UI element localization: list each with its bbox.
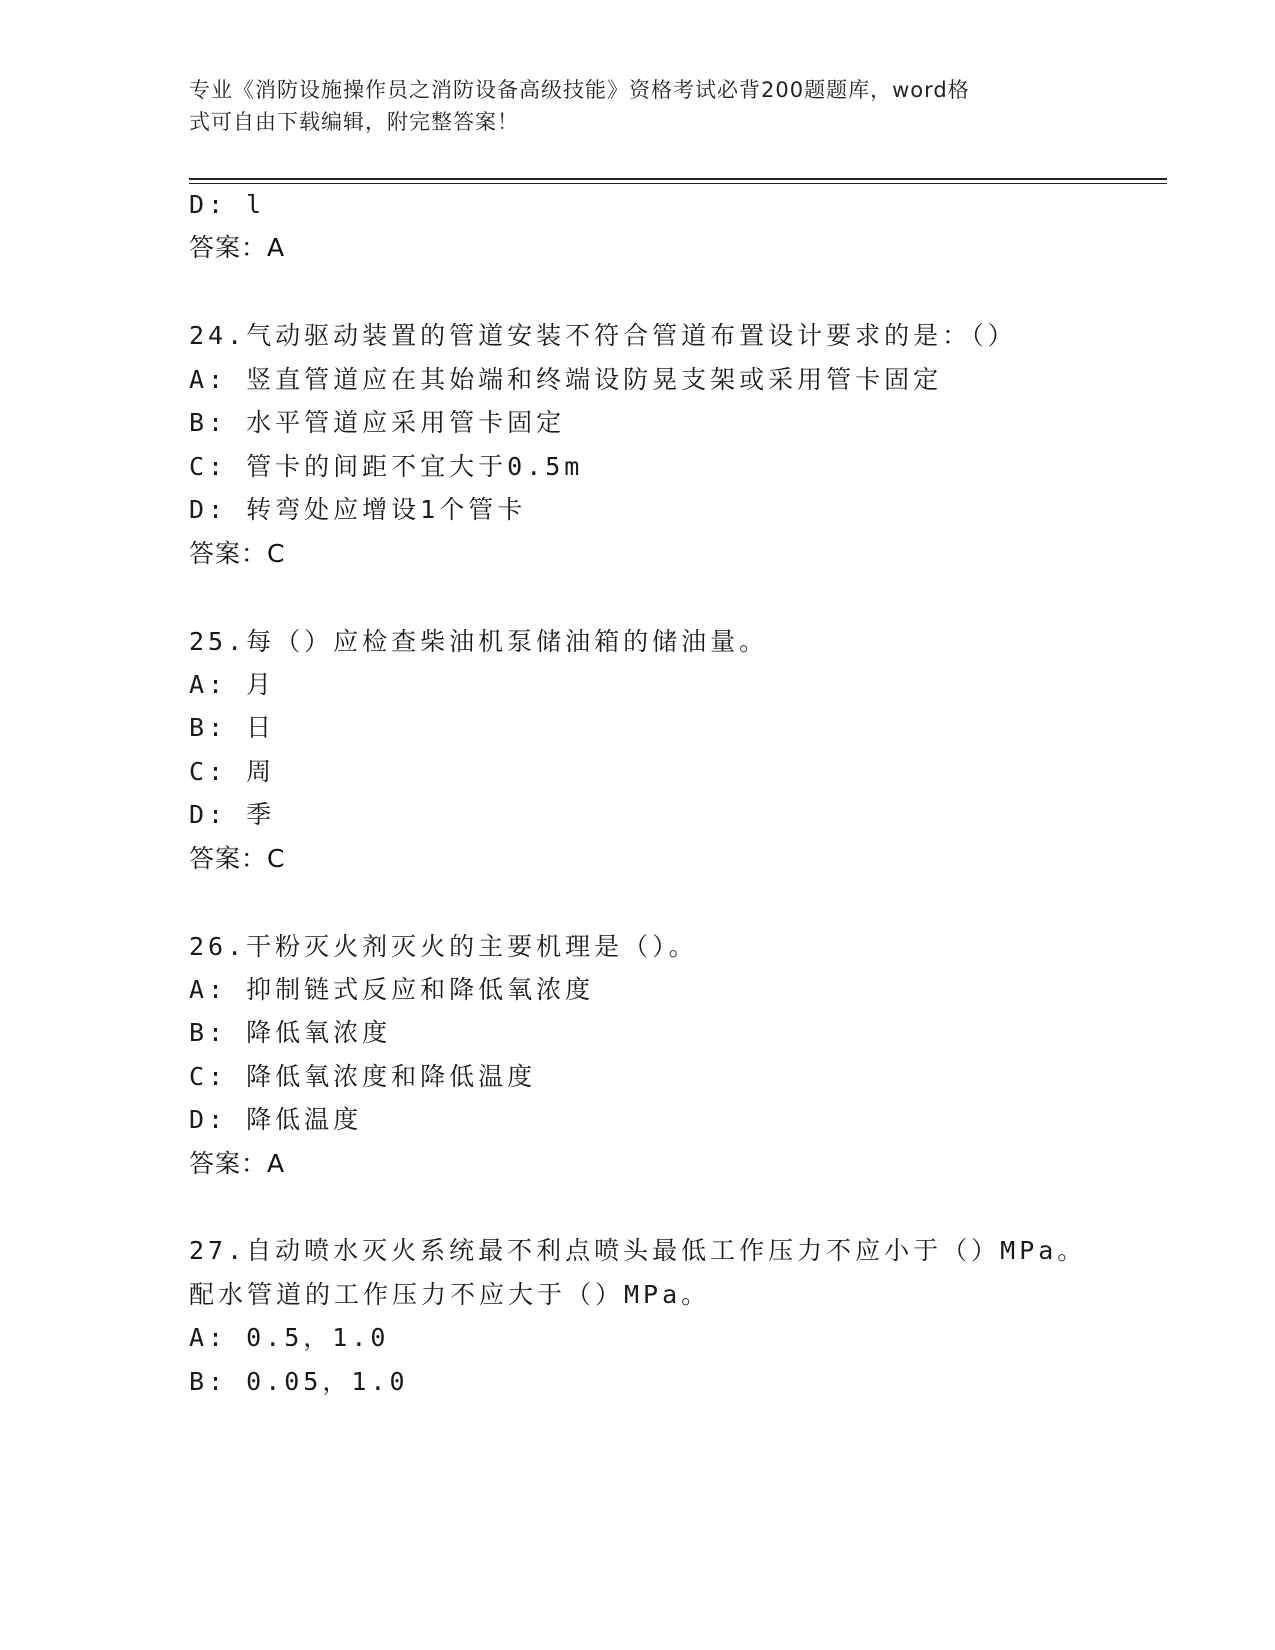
question-27-option-b: B: 0.05，1.0 bbox=[189, 1367, 409, 1396]
question-27-option-a: A: 0.5，1.0 bbox=[189, 1323, 390, 1352]
prev-option-d: D: l bbox=[189, 190, 266, 219]
question-24-option-c: C: 管卡的间距不宜大于0.5m bbox=[189, 452, 584, 481]
question-24-option-d: D: 转弯处应增设1个管卡 bbox=[189, 495, 527, 524]
question-26-answer: 答案：A bbox=[189, 1149, 286, 1178]
question-24-answer: 答案：C bbox=[189, 539, 286, 568]
question-25-option-c: C: 周 bbox=[189, 757, 276, 786]
header-line-1: 专业《消防设施操作员之消防设备高级技能》资格考试必背200题题库，word格 bbox=[189, 78, 970, 102]
question-25-option-d: D: 季 bbox=[189, 800, 276, 829]
question-26-option-c: C: 降低氧浓度和降低温度 bbox=[189, 1062, 537, 1091]
question-24-option-a: A: 竖直管道应在其始端和终端设防晃支架或采用管卡固定 bbox=[189, 365, 943, 394]
question-25-option-b: B: 日 bbox=[189, 713, 276, 742]
header-line-2: 式可自由下载编辑，附完整答案！ bbox=[189, 110, 519, 134]
header-divider-thick bbox=[189, 178, 1167, 180]
question-26-option-a: A: 抑制链式反应和降低氧浓度 bbox=[189, 975, 595, 1004]
header-divider-thin bbox=[189, 183, 1167, 184]
prev-answer: 答案：A bbox=[189, 233, 286, 262]
question-26-option-b: B: 降低氧浓度 bbox=[189, 1018, 392, 1047]
question-26-stem: 26.干粉灭火剂灭火的主要机理是（）。 bbox=[189, 932, 698, 961]
question-25-option-a: A: 月 bbox=[189, 670, 276, 699]
question-24-stem: 24.气动驱动装置的管道安装不符合管道布置设计要求的是：（） bbox=[189, 321, 1017, 350]
question-26-option-d: D: 降低温度 bbox=[189, 1105, 363, 1134]
question-25-stem: 25.每（）应检查柴油机泵储油箱的储油量。 bbox=[189, 627, 769, 656]
question-25-answer: 答案：C bbox=[189, 844, 286, 873]
document-header bbox=[189, 74, 1069, 138]
question-27-stem-line-2: 配水管道的工作压力不应大于（）MPa。 bbox=[189, 1280, 711, 1309]
question-27-stem: 27.自动喷水灭火系统最不利点喷头最低工作压力不应小于（）MPa。 bbox=[189, 1236, 1087, 1265]
question-24-option-b: B: 水平管道应采用管卡固定 bbox=[189, 408, 566, 437]
